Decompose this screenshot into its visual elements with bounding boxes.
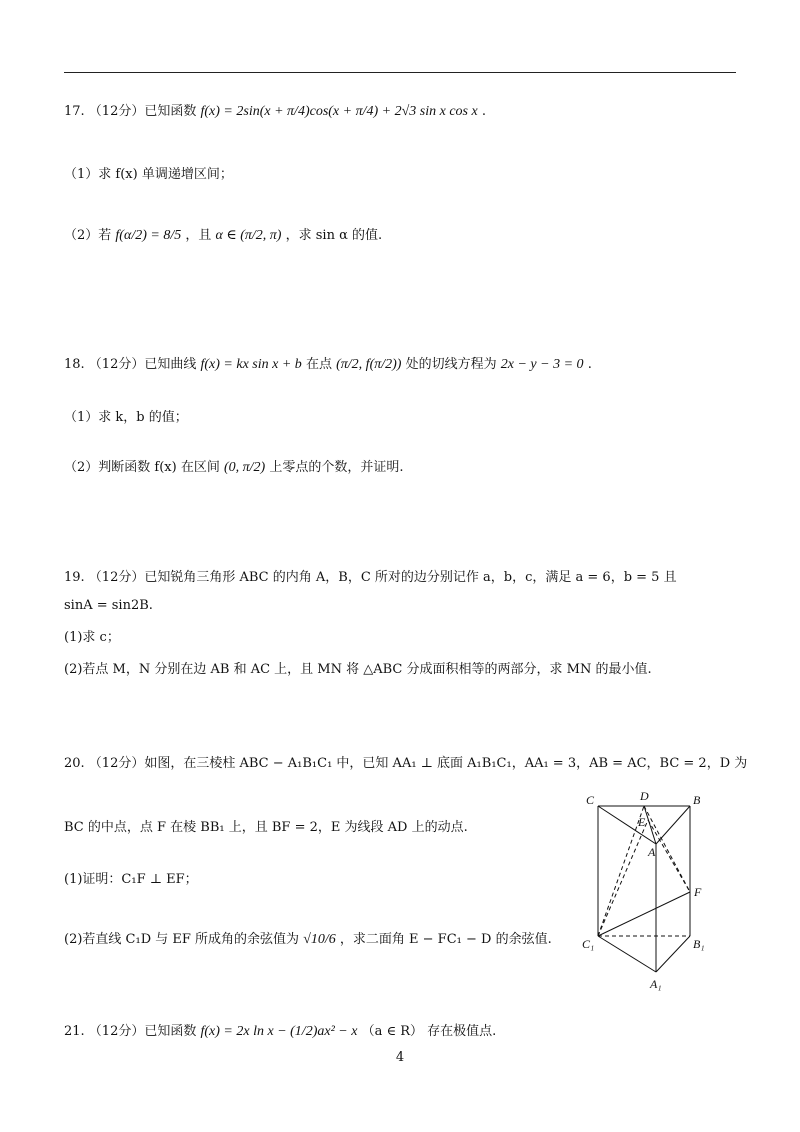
label-F: F bbox=[694, 885, 702, 899]
problem-20-line-2: BC 的中点，点 F 在棱 BB₁ 上，且 BF = 2，E 为线段 AD 上的动点. bbox=[64, 820, 468, 835]
p17-q2-cond1: f(α/2) = 8/5 bbox=[115, 228, 182, 243]
problem-17-part-1: （1）求 f(x) 单调递增区间； bbox=[64, 167, 233, 182]
p18-tangent: 2x − y − 3 = 0 bbox=[500, 357, 584, 372]
problem-21-statement bbox=[64, 1022, 496, 1042]
label-D: D bbox=[640, 789, 649, 803]
problem-17-statement bbox=[64, 102, 486, 122]
problem-20-part-2 bbox=[64, 930, 552, 950]
p18-post: 处的切线方程为 bbox=[405, 357, 497, 372]
p21-post: 存在极值点. bbox=[427, 1024, 497, 1039]
edge-CA bbox=[598, 806, 656, 844]
p17-q2-mid: ，且 bbox=[185, 228, 212, 243]
p18-end: . bbox=[587, 357, 592, 372]
label-B1: B₁ bbox=[693, 937, 705, 951]
label-A: A bbox=[648, 845, 656, 859]
problem-20-line-1: 20. （12分）如图，在三棱柱 ABC − A₁B₁C₁ 中，已知 AA₁ ⊥ 底面 A₁B₁C₁，AA₁ = 3，AB = AC，BC = 2，D 为 bbox=[64, 756, 748, 771]
page-number: 4 bbox=[395, 1050, 405, 1065]
label-C1: C₁ bbox=[582, 937, 595, 951]
problem-18-statement bbox=[64, 355, 592, 375]
p18-q2-pre: （2）判断函数 f(x) 在区间 bbox=[64, 460, 220, 475]
problem-17-part-2 bbox=[64, 226, 382, 246]
p18-q2-interval: (0, π/2) bbox=[223, 460, 266, 475]
prism-figure bbox=[580, 786, 730, 996]
p18-mid: 在点 bbox=[305, 357, 332, 372]
p20-q2-post: ，求二面角 E − FC₁ − D 的余弦值. bbox=[339, 932, 552, 947]
problem-18-part-2 bbox=[64, 458, 403, 478]
p17-q2-post: ，求 sin α 的值. bbox=[285, 228, 383, 243]
edge-B1A1 bbox=[656, 936, 690, 972]
p21-cond: （a ∈ R） bbox=[361, 1024, 424, 1039]
p21-formula: f(x) = 2x ln x − (1/2)ax² − x bbox=[200, 1024, 358, 1039]
p17-q2-pre: （2）若 bbox=[64, 228, 112, 243]
label-B: B bbox=[693, 793, 701, 807]
p18-point: (π/2, f(π/2)) bbox=[336, 357, 402, 372]
problem-19-line-2: sinA = sin2B. bbox=[64, 598, 153, 613]
label-A1: A₁ bbox=[650, 977, 662, 991]
problem-20-part-1: (1)证明：C₁F ⊥ EF； bbox=[64, 872, 198, 887]
p17-suffix: . bbox=[481, 104, 486, 119]
p17-prefix: 17. （12分）已知函数 bbox=[64, 104, 197, 119]
p18-curve: f(x) = kx sin x + b bbox=[200, 357, 302, 372]
p20-q2-val: √10/6 bbox=[303, 932, 336, 947]
problem-18-part-1: （1）求 k，b 的值； bbox=[64, 410, 188, 425]
segment-C1F bbox=[598, 892, 690, 936]
p17-formula: f(x) = 2sin(x + π/4)cos(x + π/4) + 2√3 sin x cos x bbox=[200, 104, 478, 119]
top-rule bbox=[64, 72, 736, 73]
p21-prefix: 21. （12分）已知函数 bbox=[64, 1024, 197, 1039]
edge-C1A1 bbox=[598, 936, 656, 972]
label-E: E bbox=[638, 815, 646, 829]
p18-prefix: 18. （12分）已知曲线 bbox=[64, 357, 197, 372]
problem-19-line-1: 19. （12分）已知锐角三角形 ABC 的内角 A，B，C 所对的边分别记作 a，b，c，满足 a = 6，b = 5 且 bbox=[64, 570, 677, 585]
problem-19-part-2: (2)若点 M，N 分别在边 AB 和 AC 上，且 MN 将 △ABC 分成面积相等的两部分，求 MN 的最小值. bbox=[64, 662, 652, 677]
problem-19-part-1: (1)求 c； bbox=[64, 630, 120, 645]
label-C: C bbox=[586, 793, 595, 807]
segment-C1E bbox=[598, 820, 648, 936]
p20-q2-pre: (2)若直线 C₁D 与 EF 所成角的余弦值为 bbox=[64, 932, 300, 947]
p17-q2-cond2: α ∈ (π/2, π) bbox=[215, 228, 282, 243]
p18-q2-post: 上零点的个数，并证明. bbox=[269, 460, 404, 475]
